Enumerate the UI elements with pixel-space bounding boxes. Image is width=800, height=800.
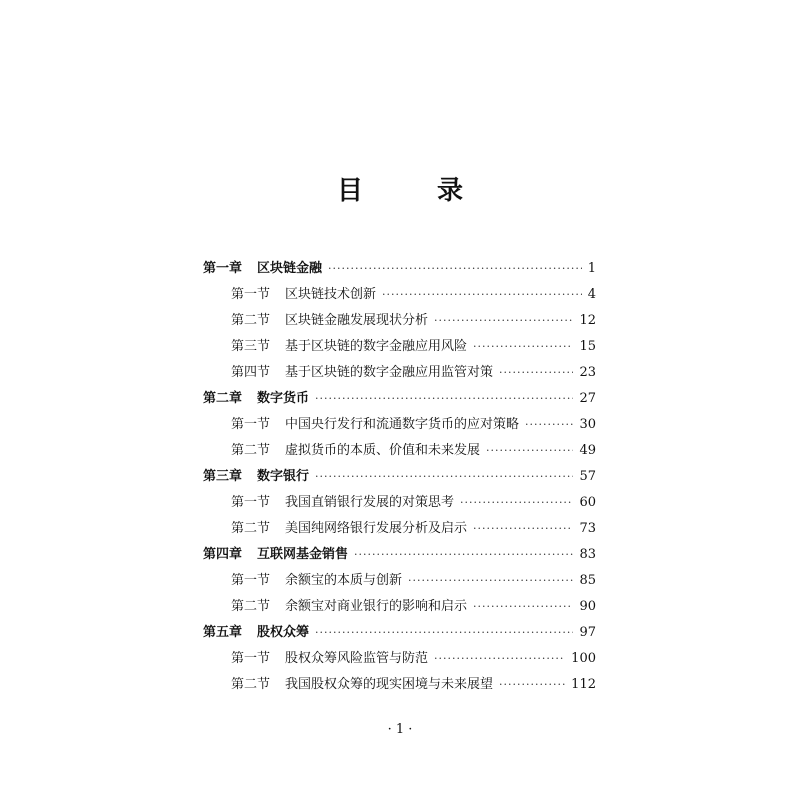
toc-entry-number: 第二节 [231, 313, 271, 328]
toc-entry-number: 第三章 [203, 469, 243, 484]
toc-section-entry [203, 490, 596, 516]
toc-entry-page: 23 [579, 365, 596, 380]
toc-chapter-entry [203, 542, 596, 568]
toc-entry-title: 我国直销银行发展的对策思考 [285, 495, 455, 510]
toc-section-entry [203, 646, 596, 672]
toc-entry-number: 第二章 [203, 391, 243, 406]
toc-entry-label [231, 438, 480, 464]
toc-entry-label [231, 360, 493, 386]
toc-section-entry [203, 360, 596, 386]
toc-entry-number: 第四节 [231, 365, 271, 380]
toc-entry-page: 57 [579, 469, 596, 484]
toc-entry-title: 虚拟货币的本质、价值和未来发展 [285, 443, 481, 458]
toc-section-entry [203, 516, 596, 542]
toc-entry-number: 第一节 [231, 573, 271, 588]
toc-entry-label [203, 620, 309, 646]
toc-entry-label [231, 308, 428, 334]
toc-entry-number: 第一节 [231, 495, 271, 510]
toc-chapter-entry [203, 256, 596, 282]
toc-entry-page: 100 [571, 651, 596, 666]
toc-entry-label [203, 464, 309, 490]
toc-entry-label [231, 594, 467, 620]
dot-leader [328, 256, 582, 282]
toc-entry-title: 基于区块链的数字金融应用风险 [285, 339, 468, 354]
toc-entry-label [231, 334, 467, 360]
dot-leader [499, 672, 565, 698]
toc-entry-number: 第五章 [203, 625, 243, 640]
toc-entry-title: 数字货币 [257, 391, 310, 406]
toc-entry-label [231, 412, 519, 438]
toc-section-entry [203, 282, 596, 308]
dot-leader [408, 568, 573, 594]
toc-entry-number: 第一节 [231, 651, 271, 666]
toc-entry-page: 60 [579, 495, 596, 510]
toc-section-entry [203, 412, 596, 438]
dot-leader [434, 646, 565, 672]
toc-entry-label [231, 672, 493, 698]
dot-leader [525, 412, 573, 438]
toc-entry-number: 第二节 [231, 443, 271, 458]
toc-section-entry [203, 672, 596, 698]
toc-entry-page: 112 [571, 677, 596, 692]
toc-entry-title: 区块链技术创新 [285, 287, 377, 302]
toc-section-entry [203, 308, 596, 334]
dot-leader [382, 282, 582, 308]
toc-entry-number: 第三节 [231, 339, 271, 354]
toc-entry-title: 互联网基金销售 [257, 547, 349, 562]
toc-section-entry [203, 594, 596, 620]
toc-entry-number: 第二节 [231, 521, 271, 536]
toc-entry-title: 美国纯网络银行发展分析及启示 [285, 521, 468, 536]
page-number: · 1 · [387, 722, 413, 737]
toc-entry-label [231, 282, 376, 308]
toc-section-entry [203, 438, 596, 464]
toc-entry-title: 股权众筹风险监管与防范 [285, 651, 429, 666]
dot-leader [460, 490, 573, 516]
dot-leader [315, 620, 573, 646]
toc-entry-page: 49 [579, 443, 596, 458]
dot-leader [473, 594, 573, 620]
toc-entry-title: 余额宝的本质与创新 [285, 573, 403, 588]
toc-entry-label [203, 256, 322, 282]
dot-leader [434, 308, 573, 334]
toc-chapter-entry [203, 620, 596, 646]
toc-entry-page: 1 [587, 261, 596, 276]
toc-entry-title: 中国央行发行和流通数字货币的应对策略 [285, 417, 520, 432]
toc-entry-label [203, 386, 309, 412]
toc-entry-title: 区块链金融 [257, 261, 323, 276]
toc-entry-page: 30 [579, 417, 596, 432]
toc-entry-title: 余额宝对商业银行的影响和启示 [285, 599, 468, 614]
toc-entry-page: 97 [579, 625, 596, 640]
toc-section-entry [203, 568, 596, 594]
toc-entry-page: 27 [579, 391, 596, 406]
toc-entry-page: 73 [579, 521, 596, 536]
toc-title: 目 录 [336, 176, 487, 206]
dot-leader [473, 334, 573, 360]
toc-entry-page: 15 [579, 339, 596, 354]
dot-leader [315, 386, 573, 412]
toc-entry-number: 第一章 [203, 261, 243, 276]
toc-entry-page: 4 [587, 287, 596, 302]
toc-entry-title: 数字银行 [257, 469, 310, 484]
toc-entry-number: 第一节 [231, 287, 271, 302]
toc-entry-title: 股权众筹 [257, 625, 310, 640]
toc-entry-page: 12 [579, 313, 596, 328]
table-of-contents [203, 256, 596, 698]
toc-entry-number: 第一节 [231, 417, 271, 432]
toc-entry-page: 85 [579, 573, 596, 588]
toc-entry-page: 90 [579, 599, 596, 614]
toc-section-entry [203, 334, 596, 360]
toc-entry-label [231, 646, 428, 672]
toc-chapter-entry [203, 464, 596, 490]
toc-entry-label [231, 490, 454, 516]
toc-entry-page: 83 [579, 547, 596, 562]
dot-leader [486, 438, 573, 464]
dot-leader [354, 542, 573, 568]
toc-entry-title: 区块链金融发展现状分析 [285, 313, 429, 328]
dot-leader [473, 516, 573, 542]
toc-entry-number: 第四章 [203, 547, 243, 562]
toc-chapter-entry [203, 386, 596, 412]
toc-entry-number: 第二节 [231, 599, 271, 614]
dot-leader [499, 360, 573, 386]
toc-entry-number: 第二节 [231, 677, 271, 692]
dot-leader [315, 464, 573, 490]
toc-entry-label [231, 516, 467, 542]
toc-entry-title: 我国股权众筹的现实困境与未来展望 [285, 677, 494, 692]
toc-entry-label [231, 568, 402, 594]
toc-entry-label [203, 542, 348, 568]
toc-entry-title: 基于区块链的数字金融应用监管对策 [285, 365, 494, 380]
